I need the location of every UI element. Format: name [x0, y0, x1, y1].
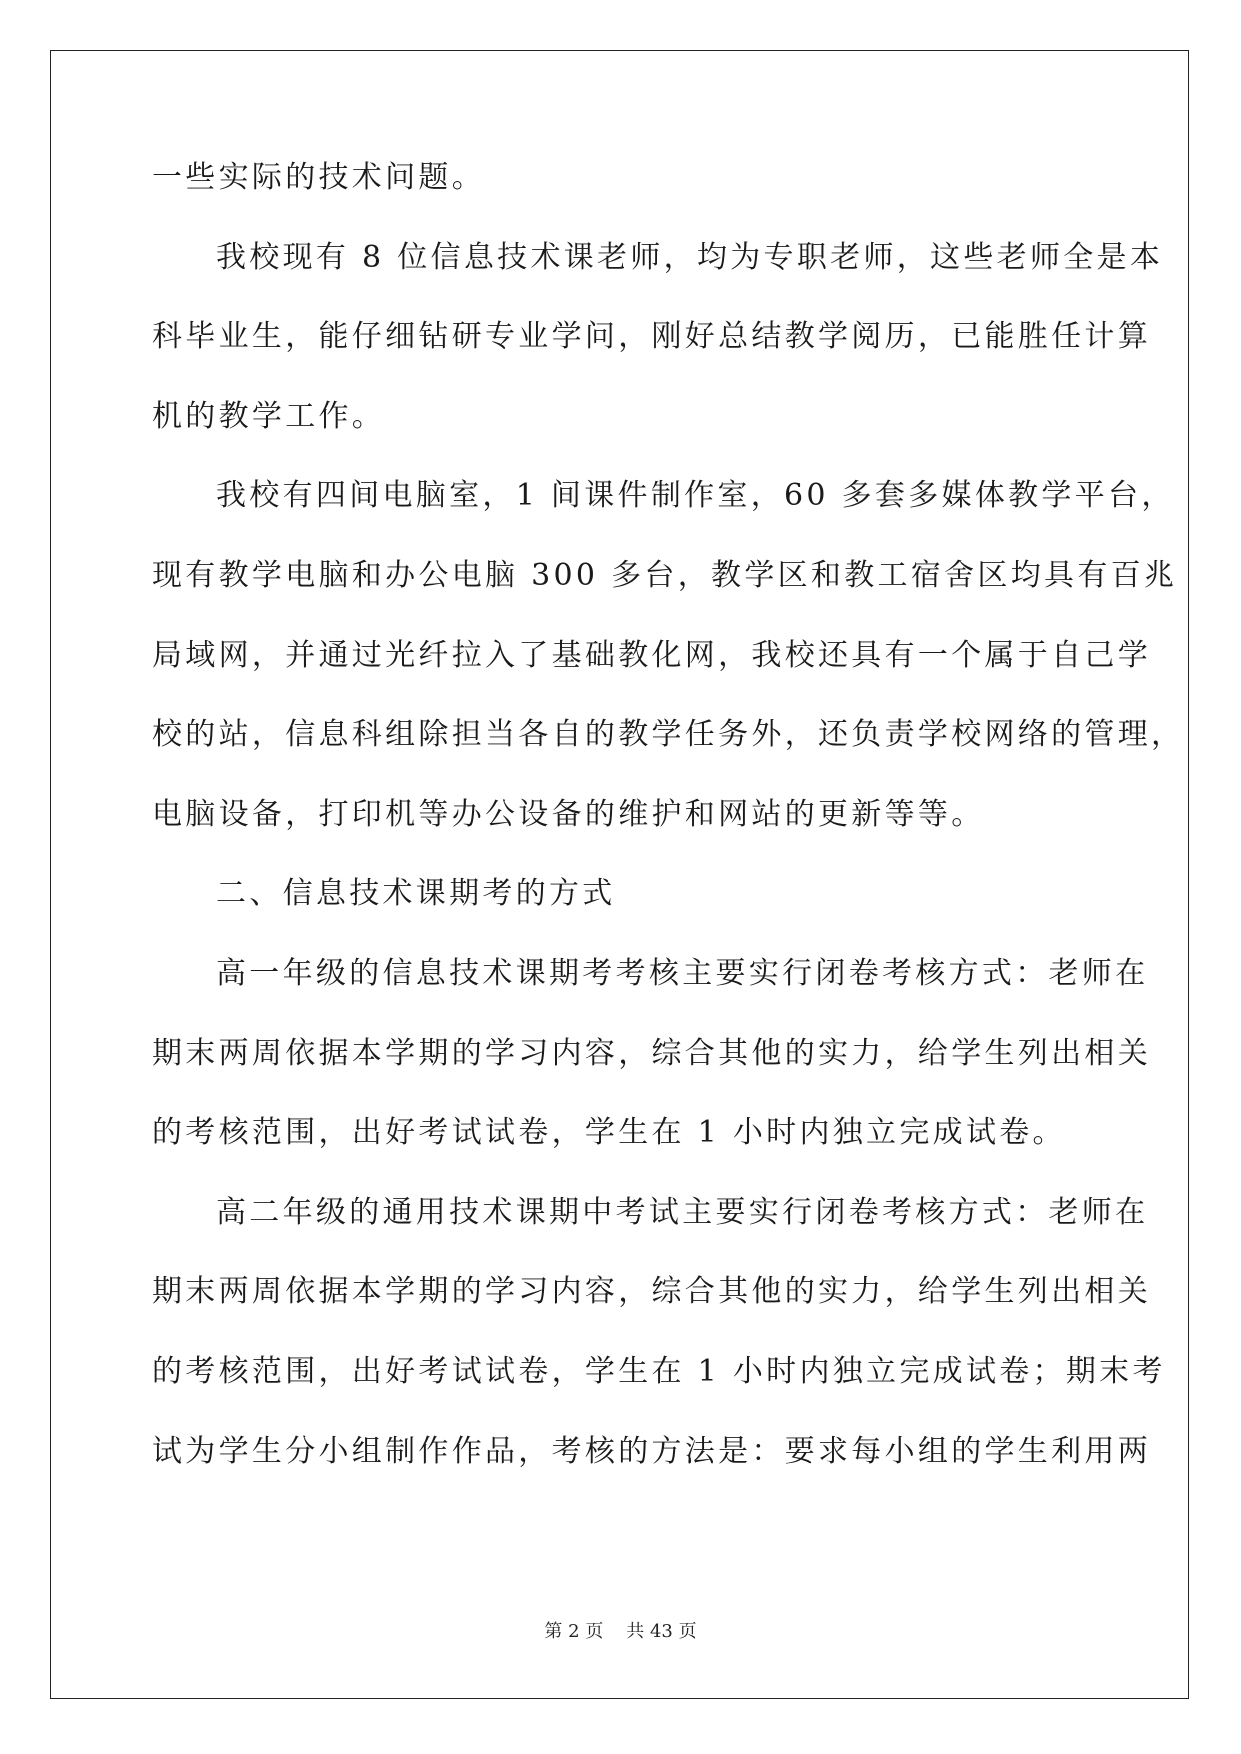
text-line: 的考核范围，出好考试试卷，学生在 1 小时内独立完成试卷；期末考 [152, 1353, 1166, 1389]
text-line: 电脑设备，打印机等办公设备的维护和网站的更新等等。 [152, 796, 985, 832]
text-line: 一些实际的技术问题。 [152, 160, 485, 195]
text-line: 高一年级的信息技术课期考考核主要实行闭卷考核方式：老师在 [216, 955, 1149, 991]
text-line: 期末两周依据本学期的学习内容，综合其他的实力，给学生列出相关 [152, 1274, 1151, 1310]
text-line: 局域网，并通过光纤拉入了基础教化网，我校还具有一个属于自己学 [152, 637, 1151, 673]
total-pages: 共 43 页 [626, 1621, 697, 1642]
text-line: 试为学生分小组制作作品，考核的方法是：要求每小组的学生利用两 [152, 1433, 1151, 1469]
text-line: 现有教学电脑和办公电脑 300 多台，教学区和教工宿舍区均具有百兆 [152, 557, 1178, 593]
text-line: 的考核范围，出好考试试卷，学生在 1 小时内独立完成试卷。 [152, 1115, 1066, 1151]
text-line: 机的教学工作。 [152, 398, 386, 434]
page-number: 第 2 页 [544, 1621, 604, 1642]
text-line: 期末两周依据本学期的学习内容，综合其他的实力，给学生列出相关 [152, 1035, 1151, 1071]
page-footer [0, 1617, 1241, 1643]
text-line: 我校有四间电脑室，1 间课件制作室，60 多套多媒体教学平台， [216, 478, 1175, 514]
text-line: 科毕业生，能仔细钻研专业学问，刚好总结教学阅历，已能胜任计算 [152, 319, 1151, 355]
text-line: 高二年级的通用技术课期中考试主要实行闭卷考核方式：老师在 [216, 1194, 1149, 1230]
text-line: 我校现有 8 位信息技术课老师，均为专职老师，这些老师全是本 [216, 239, 1164, 275]
section-heading: 二、信息技术课期考的方式 [216, 876, 616, 912]
document-body [152, 158, 1185, 1511]
text-line: 校的站，信息科组除担当各自的教学任务外，还负责学校网络的管理， [152, 717, 1185, 753]
